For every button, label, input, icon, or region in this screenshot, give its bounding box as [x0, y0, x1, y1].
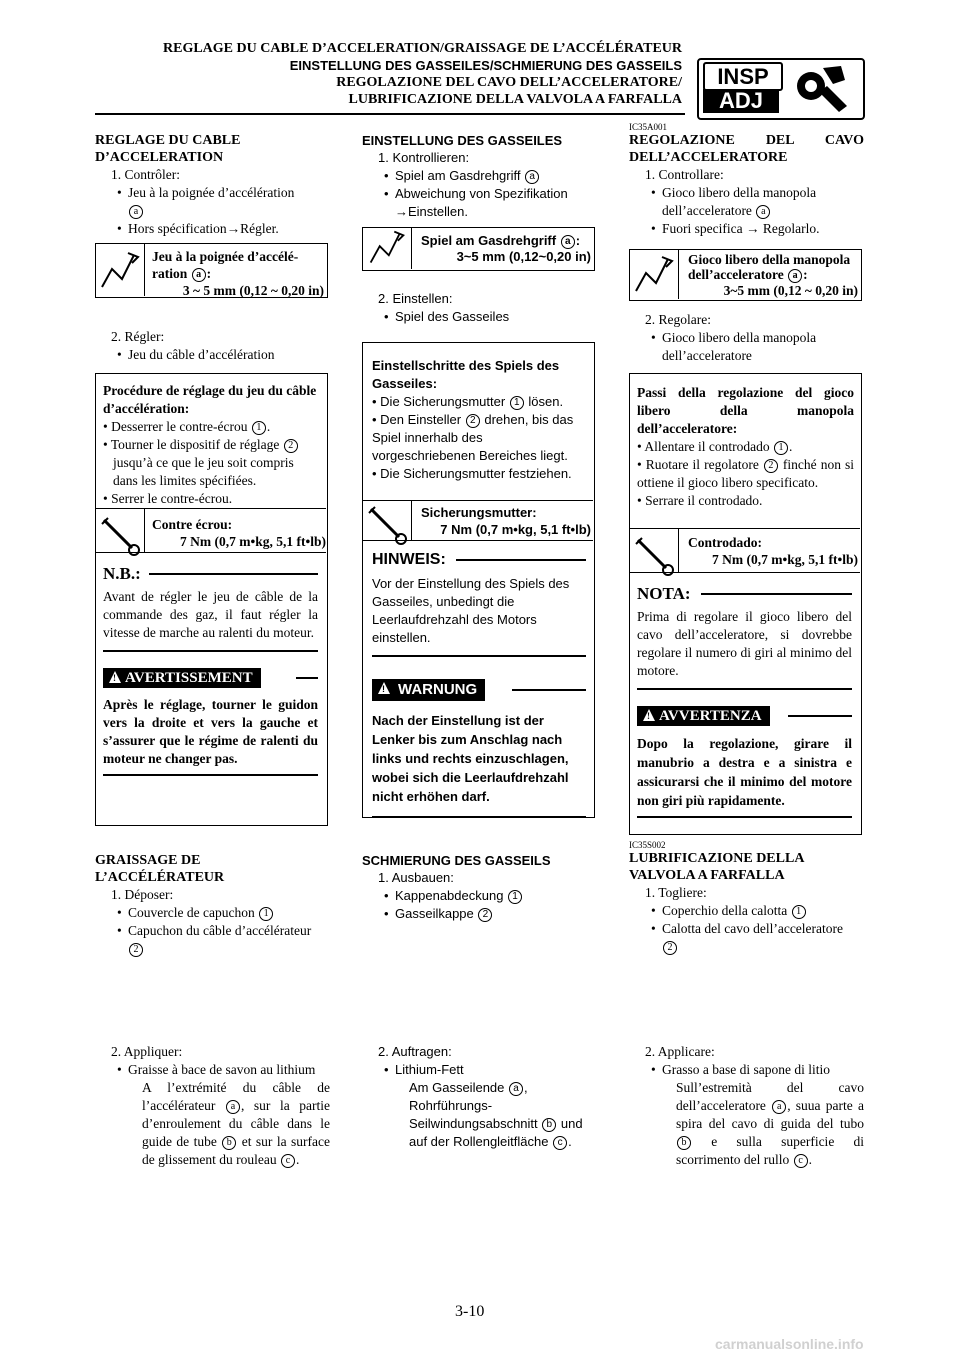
it-step2: 2. Regolare: — [645, 312, 711, 327]
fr-lub-step1: 1. Déposer: — [111, 887, 174, 902]
header-rule — [95, 113, 685, 115]
fr-torque-value: 7 Nm (0,7 m•kg, 5,1 ft•lb) — [180, 534, 326, 549]
marker-a: a — [561, 235, 575, 249]
de-lub-step2: 2. Auftragen: — [378, 1044, 452, 1059]
de-step1: 1. Kontrollieren: — [378, 150, 470, 165]
fr-proc-1-text: Desserrer le contre-écrou — [111, 419, 248, 434]
marker-1: 1 — [259, 907, 273, 921]
de-lub-block — [362, 852, 597, 923]
marker-a: a — [788, 269, 802, 283]
it-step2-bullet: • Gioco libero della manopola dell’acceleratore — [629, 329, 864, 365]
it-lub-t3: e sulla superficie di scorrimento del rullo — [676, 1134, 865, 1167]
badge-insp: INSP — [703, 62, 783, 91]
it-step1-text: Gioco libero della manopola dell’acceleratore — [662, 185, 817, 218]
de-lub-step2-text: Am Gasseilende a , Rohrführungs-Seilwindungsabschnitt b und auf der Rollengleitfläche c . — [409, 1080, 583, 1149]
de-proc-1: • Die Sicherungsmutter 1 lösen. — [372, 394, 564, 409]
marker-a: a — [772, 1100, 786, 1114]
de-lub-t3: und auf der Rollengleitfläche — [409, 1116, 583, 1149]
de-warning-text: Nach der Einstellung ist der Lenker bis zum Anschlag nach links und rechts einzuschlagen, wobei sich die Leerlaufdrehzahl nicht erhöhen darf. — [372, 713, 569, 804]
de-title: EINSTELLUNG DES GASSEILES — [362, 133, 563, 148]
it-lub-t2: , suua parte a spira del cavo di guida del tubo — [676, 1098, 865, 1131]
fr-nb-title: N.B.: — [103, 564, 141, 583]
marker-a: a — [129, 205, 143, 219]
it-code1: IC35A001 — [629, 122, 667, 132]
fr-lub-b1-text: Couvercle de capuchon — [128, 905, 255, 920]
marker-2: 2 — [478, 908, 492, 922]
it-lub-step2-text: Sull’estremità del cavo dell’acceleratore a , suua parte a spira del cavo di guida del tubo b e sulla superficie di scorrimento del rullo c . — [676, 1080, 865, 1167]
badge-adj: ADJ — [703, 89, 779, 113]
header-line2: EINSTELLUNG DES GASSEILES/SCHMIERUNG DES GASSEILS — [289, 58, 682, 73]
it-step1-bullet — [629, 184, 864, 220]
watermark: carmanualsonline.info — [715, 1336, 864, 1352]
fr-warning-title: AVERTISSEMENT — [125, 670, 253, 686]
marker-1: 1 — [774, 441, 788, 455]
de-nb-title: HINWEIS: — [372, 551, 446, 568]
marker-c: c — [553, 1136, 567, 1150]
de-lub-t1: Am Gasseilende — [409, 1080, 505, 1095]
it-lub-t1: Sull’estremità del cavo dell’acceleratore — [676, 1080, 864, 1113]
fr-proc-title: Procédure de réglage du jeu du câble d’accélération: — [103, 383, 317, 416]
fr-warning-badge — [103, 668, 261, 688]
it-lub-step2: 2. Applicare: — [645, 1044, 715, 1059]
de-column — [362, 132, 597, 221]
de-proc-1b: lösen. — [528, 394, 564, 409]
marker-a: a — [509, 1082, 523, 1096]
it-lub-block — [629, 840, 864, 956]
fr-lub-block — [95, 852, 330, 958]
de-spec-label: Spiel am Gasdrehgriff — [421, 233, 557, 248]
it-title: REGOLAZIONE DEL CAVO DELL’ACCELERATORE — [629, 133, 864, 165]
page-number: 3-10 — [455, 1303, 485, 1320]
de-spec-value: 3~5 mm (0,12~0,20 in) — [456, 249, 591, 264]
marker-2: 2 — [663, 941, 677, 955]
fr-lub-step2-text: A l’extrémité du câble de l’accélérateur a , sur la partie d’enroulement du câble dans le guide de tube b et sur la surface de glissement du rouleau c . — [142, 1080, 331, 1167]
marker-c: c — [281, 1154, 295, 1168]
marker-b: b — [222, 1136, 236, 1150]
it-column — [629, 122, 864, 238]
fr-proc-3-text: Serrer le contre-écrou. — [111, 491, 233, 506]
de-torque-value: 7 Nm (0,7 m•kg, 5,1 ft•lb) — [440, 522, 591, 537]
de-proc-2: • Den Einsteller 2 drehen, bis das Spiel innerhalb des vorgeschriebenen Bereiches liegt. — [372, 412, 574, 463]
it-lub-title: LUBRIFICAZIONE DELLA VALVOLA A FARFALLA — [629, 851, 804, 883]
it-proc-2b: finché non si ottiene il gioco libero specificato. — [637, 457, 854, 490]
fr-proc-2-text: Tourner le dispositif de réglage — [110, 437, 280, 452]
fr-lub-step2-block — [95, 1043, 330, 1169]
it-proc-1-text: Allentare il controdado — [644, 439, 770, 454]
fr-proc-2b: jusqu’à ce que le jeu soit compris dans les limites spécifiées. — [113, 455, 294, 488]
it-spec-box: Gioco libero della manopola dell’acceleratore a : 3~5 mm (0,12 ~ 0,20 in) — [629, 249, 862, 301]
de-lub-b1 — [362, 887, 597, 905]
it-lub-step1: 1. Togliere: — [645, 885, 707, 900]
de-proc-1-text: Die Sicherungsmutter — [380, 394, 506, 409]
marker-2: 2 — [129, 943, 143, 957]
fr-spec-value: 3 ~ 5 mm (0,12 ~ 0,20 in) — [182, 283, 324, 298]
fr-title: REGLAGE DU CABLE D’ACCELERATION — [95, 133, 241, 165]
fr-step1: 1. Contrôler: — [111, 167, 180, 182]
it-procedure-box — [629, 373, 862, 835]
de-lub-b2 — [362, 905, 597, 923]
de-lub-b1-text: Kappenabdeckung — [395, 888, 504, 903]
de-step2: 2. Einstellen: — [378, 291, 453, 306]
fr-nb-text: Avant de régler le jeu de câble de la commande des gaz, il faut régler la vitesse de marche au ralenti du moteur. — [103, 589, 318, 640]
it-lub-b1-text: Coperchio della calotta — [662, 903, 788, 918]
fr-procedure-box — [95, 373, 328, 826]
marker-1: 1 — [252, 421, 266, 435]
de-lub-step2-block — [362, 1043, 597, 1151]
it-proc-title: Passi della regolazione del gioco libero della manopola dell’acceleratore: — [637, 385, 854, 436]
marker-2: 2 — [764, 459, 778, 473]
de-proc-2b: drehen, bis das Spiel innerhalb des vorgeschriebenen Bereiches liegt. — [372, 412, 574, 463]
de-lub-title: SCHMIERUNG DES GASSEILS — [362, 853, 551, 868]
marker-c: c — [794, 1154, 808, 1168]
de-torque-label: Sicherungsmutter: — [421, 505, 537, 520]
it-step2-block — [629, 311, 864, 365]
fr-step2-block — [95, 328, 330, 364]
fr-lub-b2-text: Capuchon du câble d’accélérateur — [128, 923, 312, 938]
marker-2: 2 — [466, 414, 480, 428]
fr-step1-bullet — [95, 184, 330, 220]
de-proc-3: • Die Sicherungsmutter festziehen. — [372, 466, 572, 481]
it-spec-label: Gioco libero della manopola dell’acceleratore — [688, 252, 851, 282]
marker-1: 1 — [510, 396, 524, 410]
it-lub-b2-text: Calotta del cavo dell’acceleratore — [662, 921, 844, 936]
fr-step1-text: Jeu à la poignée d’accélération — [128, 185, 295, 200]
fr-step1-note: • Hors spécification→Régler. — [95, 220, 330, 238]
it-proc-2-text: Ruotare il regolatore — [645, 457, 759, 472]
it-nb-title: NOTA: — [637, 584, 691, 603]
fr-lub-step2-bullet: • Graisse à bace de savon au lithium — [95, 1061, 330, 1079]
it-lub-step2-block — [629, 1043, 864, 1169]
fr-torque-label: Contre écrou: — [152, 517, 233, 532]
marker-1: 1 — [792, 905, 806, 919]
fr-spec-label: Jeu à la poignée d’accélé-ration — [152, 249, 299, 281]
adjust-gauge-icon — [632, 253, 676, 297]
it-warning-badge — [637, 706, 770, 726]
it-proc-3: • Serrare il controdado. — [637, 493, 763, 508]
de-proc-2-text: Den Einsteller — [380, 412, 462, 427]
it-torque-value: 7 Nm (0,7 m•kg, 5,1 ft•lb) — [712, 552, 858, 567]
fr-lub-b1 — [95, 904, 330, 922]
it-warning-text: Dopo la regolazione, girare il manubrio a destra e a sinistra e assicurarsi che il minimo del motore non giri più rapidamente. — [637, 736, 852, 808]
marker-a: a — [756, 205, 770, 219]
de-lub-b2-text: Gasseilkappe — [395, 906, 474, 921]
it-warning-title: AVVERTENZA — [659, 708, 762, 724]
section-badge — [697, 58, 865, 120]
it-spec-value: 3~5 mm (0,12 ~ 0,20 in) — [723, 283, 858, 298]
it-nb-text: Prima di regolare il gioco libero del cavo dell’acceleratore, si dovrebbe regolare il numero di giri al minimo del motore. — [637, 609, 852, 678]
de-warning-title: WARNUNG — [398, 681, 478, 698]
fr-lub-step2: 2. Appliquer: — [111, 1044, 183, 1059]
fr-lub-b2 — [95, 922, 330, 958]
fr-spec-box: Jeu à la poignée d’accélé-ration a : 3 ~ 5 mm (0,12 ~ 0,20 in) — [95, 243, 328, 298]
de-lub-step1: 1. Ausbauen: — [378, 870, 454, 885]
de-step1-text: Spiel am Gasdrehgriff — [395, 168, 521, 183]
de-warning-badge — [372, 679, 485, 701]
fr-warning-text: Après le réglage, tourner le guidon vers la droite et vers la gauche et s’assurer que le régime de ralenti du moteur ne changer pas. — [103, 697, 318, 766]
de-lub-t2: , Rohrführungs-Seilwindungsabschnitt — [409, 1080, 538, 1131]
marker-b: b — [677, 1136, 691, 1150]
fr-column — [95, 132, 330, 238]
fr-step2-bullet: • Jeu du câble d’accélération — [95, 346, 330, 364]
marker-1: 1 — [508, 890, 522, 904]
it-torque-label: Controdado: — [688, 535, 763, 550]
de-step2-block — [362, 290, 597, 326]
header-line1: REGLAGE DU CABLE D’ACCELERATION/GRAISSAGE DE L’ACCÉLÉRATEUR — [163, 41, 682, 56]
de-step1-note: • Abweichung von Spezifikation →Einstellen. — [362, 185, 597, 221]
de-step2-bullet: • Spiel des Gasseiles — [362, 308, 597, 326]
header-line4: LUBRIFICAZIONE DELLA VALVOLA A FARFALLA — [348, 92, 682, 107]
marker-2: 2 — [284, 439, 298, 453]
wrench-gauge-icon — [789, 62, 855, 114]
it-lub-b1 — [629, 902, 864, 920]
marker-a: a — [226, 1100, 240, 1114]
adjust-gauge-icon — [98, 249, 142, 293]
marker-a: a — [525, 170, 539, 184]
adjust-gauge-icon — [365, 228, 409, 268]
it-proc-2: • Ruotare il regolatore 2 finché non si ottiene il gioco libero specificato. — [637, 457, 854, 490]
fr-proc-2: • Tourner le dispositif de réglage 2 — [103, 436, 320, 454]
header-line3: REGOLAZIONE DEL CAVO DELL’ACCELERATORE/ — [336, 75, 682, 90]
it-lub-step2-bullet: • Grasso a base di sapone di litio — [629, 1061, 864, 1079]
fr-lub-title: GRAISSAGE DE L’ACCÉLÉRATEUR — [95, 853, 225, 885]
de-step1-bullet — [362, 167, 597, 185]
marker-a: a — [192, 268, 206, 282]
fr-lub-t2: , sur la partie d’enroulement du câble dans le guide de tube — [142, 1098, 331, 1149]
fr-lub-t3: et sur la surface de glissement du rouleau — [142, 1134, 330, 1167]
fr-step2: 2. Régler: — [111, 329, 165, 344]
it-step1: 1. Controllare: — [645, 167, 724, 182]
fr-proc-1: • Desserrer le contre-écrou 1 . — [103, 419, 271, 434]
it-proc-1: • Allentare il controdado 1 . — [637, 439, 793, 454]
it-lub-b2 — [629, 920, 864, 956]
de-nb-text: Vor der Einstellung des Spiels des Gasseiles, unbedingt die Leerlaufdrehzahl des Motors einstellen. — [372, 576, 570, 645]
de-procedure-box — [362, 342, 595, 818]
it-code2: IC35S002 — [629, 840, 666, 850]
de-proc-3-text: Die Sicherungsmutter festziehen. — [380, 466, 572, 481]
de-proc-title: Einstellschritte des Spiels des Gasseiles: — [372, 358, 560, 391]
fr-proc-3: • Serrer le contre-écrou. — [103, 491, 233, 506]
fr-lub-t1: A l’extrémité du câble de l’accélérateur — [142, 1080, 330, 1113]
it-step1-note: • Fuori specifica → Regolarlo. — [629, 220, 864, 238]
marker-b: b — [542, 1118, 556, 1132]
it-proc-3-text: Serrare il controdado. — [645, 493, 763, 508]
de-lub-step2-bullet: • Lithium-Fett — [362, 1061, 597, 1079]
de-spec-box: Spiel am Gasdrehgriff a : 3~5 mm (0,12~0,20 in) — [362, 227, 595, 271]
